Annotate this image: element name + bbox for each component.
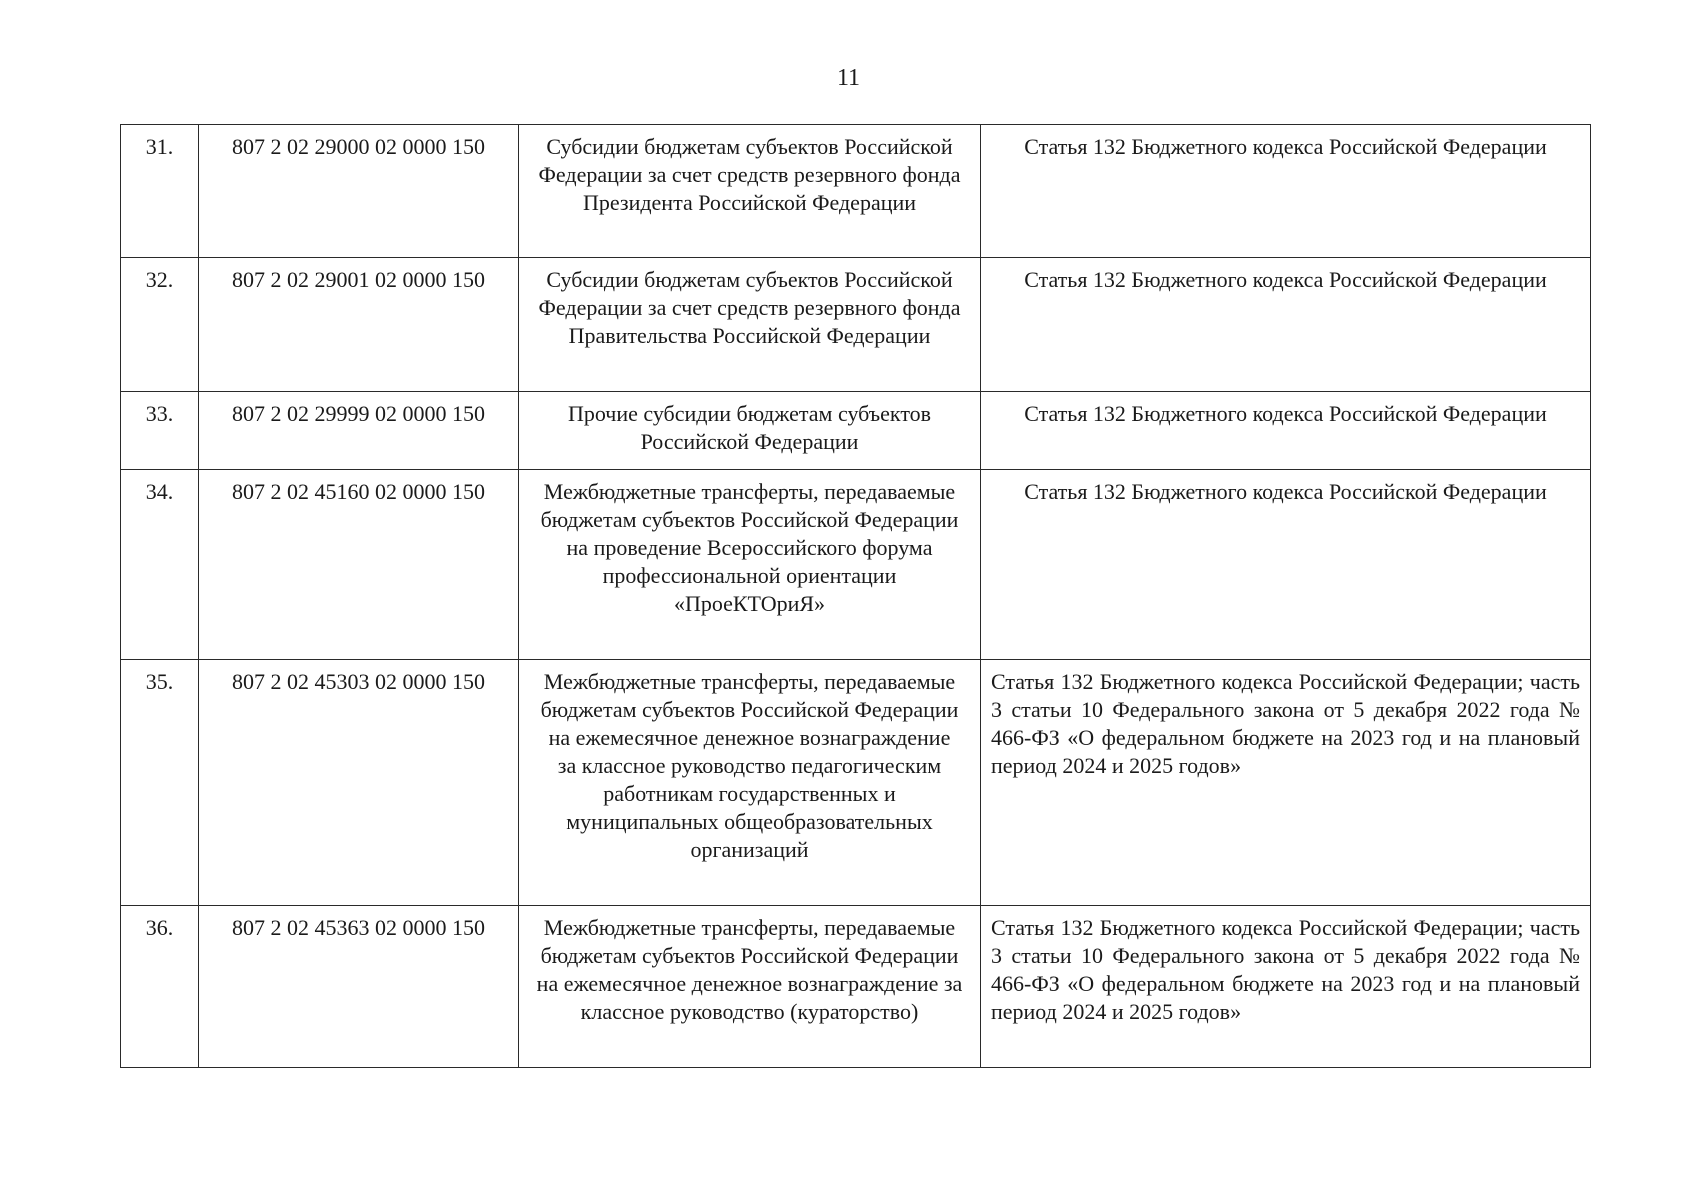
- budget-code: 807 2 02 45160 02 0000 150: [199, 470, 519, 660]
- revenue-name: Субсидии бюджетам субъектов Российской Федерации за счет средств резервного фонда Правительства Российской Федерации: [519, 258, 981, 392]
- table-row: [121, 906, 1591, 1068]
- revenue-name-part: Межбюджетные трансферты, передаваемые бюджетам субъектов Российской Федерации на ежемесячное денежное вознаграждение: [540, 669, 959, 750]
- legal-basis-last-line: период 2024 и 2025 годов»: [991, 999, 1242, 1024]
- legal-basis-last-line: период 2024 и 2025 годов»: [991, 753, 1242, 778]
- revenue-name: Субсидии бюджетам субъектов Российской Федерации за счет средств резервного фонда Президента Российской Федерации: [519, 125, 981, 258]
- legal-basis: Статья 132 Бюджетного кодекса Российской Федерации: [981, 258, 1591, 392]
- revenue-name: [519, 660, 981, 906]
- legal-basis-main: Статья 132 Бюджетного кодекса Российской Федерации; часть 3 статьи 10 Федерального закона от 5 декабря 2022 года № 466-ФЗ «О федеральном бюджете на 2023 год и на плановый: [991, 669, 1580, 750]
- legal-basis: [981, 906, 1591, 1068]
- legal-basis: [981, 660, 1591, 906]
- budget-code: 807 2 02 29000 02 0000 150: [199, 125, 519, 258]
- table-row: [121, 470, 1591, 660]
- page-number: 11: [836, 65, 861, 91]
- revenue-name: Прочие субсидии бюджетам субъектов Российской Федерации: [519, 392, 981, 470]
- legal-basis-main: Статья 132 Бюджетного кодекса Российской Федерации; часть 3 статьи 10 Федерального закона от 5 декабря 2022 года № 466-ФЗ «О федеральном бюджете на 2023 год и на плановый: [991, 915, 1580, 996]
- revenue-name: Межбюджетные трансферты, передаваемые бюджетам субъектов Российской Федерации на ежемесячное денежное вознаграждение за классное руководство (кураторство): [519, 906, 981, 1068]
- table-row: [121, 258, 1591, 392]
- table-row: [121, 125, 1591, 258]
- row-number: 35.: [121, 660, 199, 906]
- legal-basis: Статья 132 Бюджетного кодекса Российской Федерации: [981, 392, 1591, 470]
- legal-basis: Статья 132 Бюджетного кодекса Российской Федерации: [981, 125, 1591, 258]
- budget-code: 807 2 02 45363 02 0000 150: [199, 906, 519, 1068]
- row-number: 34.: [121, 470, 199, 660]
- table-row: [121, 660, 1591, 906]
- revenue-name-part: за классное руководство педагогическим работникам государственных и муниципальных общеобразовательных организаций: [557, 753, 942, 862]
- table-row: [121, 392, 1591, 470]
- budget-code: 807 2 02 29999 02 0000 150: [199, 392, 519, 470]
- budget-code: 807 2 02 45303 02 0000 150: [199, 660, 519, 906]
- row-number: 32.: [121, 258, 199, 392]
- row-number: 36.: [121, 906, 199, 1068]
- budget-code: 807 2 02 29001 02 0000 150: [199, 258, 519, 392]
- revenue-name: Межбюджетные трансферты, передаваемые бюджетам субъектов Российской Федерации на проведение Всероссийского форума профессиональной ориентации «ПроеКТОриЯ»: [519, 470, 981, 660]
- legal-basis: Статья 132 Бюджетного кодекса Российской Федерации: [981, 470, 1591, 660]
- revenue-codes-table: [120, 124, 1591, 1068]
- row-number: 31.: [121, 125, 199, 258]
- row-number: 33.: [121, 392, 199, 470]
